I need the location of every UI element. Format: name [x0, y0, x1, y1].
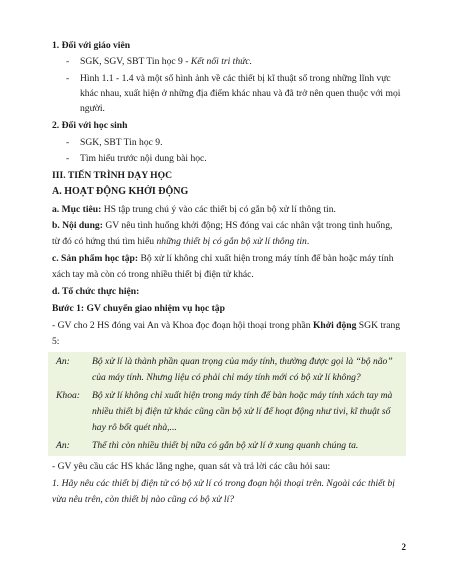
teacher-request: - GV yêu cầu các HS khác lắng nghe, quan sát và trả lời các câu hỏi sau:	[52, 461, 331, 472]
bullet-dash: -	[66, 73, 70, 84]
step1-heading: Bước 1: GV chuyển giao nhiệm vụ học tập	[52, 303, 225, 314]
dialogue-speaker: An:	[56, 440, 70, 451]
dialogue-line: của máy tính. Nhưng liệu có phải chỉ máy tính mới có bộ xử lí không?	[92, 372, 361, 383]
objective-line: a. Mục tiêu: HS tập trung chú ý vào các thiết bị có gắn bộ xử lí thông tin.	[52, 204, 336, 215]
bullet-text: khác nhau, xuất hiện ở những địa điểm khác nhau và đã trở nên quen thuộc với mọi	[80, 88, 401, 99]
dialogue-line: Bộ xử lí là thành phần quan trọng của máy tính, thường được gọi là “bộ não”	[92, 356, 393, 367]
question-line: vừa nêu trên, còn thiết bị nào cũng có bộ xử lí?	[52, 494, 235, 505]
bullet-text: SGK, SGV, SBT Tin học 9 - Kết nối tri thức.	[80, 56, 253, 67]
bullet-dash: -	[66, 137, 70, 148]
heading-warmup-activity: A. HOẠT ĐỘNG KHỞI ĐỘNG	[52, 186, 189, 197]
page-number: 2	[401, 542, 406, 552]
dialogue-line: nhiều thiết bị điện tử khác cũng cần bộ xử lí để hoạt động như tivi, kĩ thuật số	[92, 406, 391, 417]
product-line: c. Sản phẩm học tập: Bộ xử lí không chỉ xuất hiện trong máy tính để bàn hoặc máy tính	[52, 253, 394, 264]
heading-teacher: 1. Đối với giáo viên	[52, 40, 131, 51]
teacher-instruction: - GV cho 2 HS đóng vai An và Khoa đọc đoạn hội thoại trong phần Khởi động SGK trang	[52, 320, 401, 331]
dialogue-speaker: An:	[56, 356, 70, 367]
bullet-dash: -	[66, 56, 70, 67]
bullet-text: người.	[80, 103, 105, 114]
dialogue-speaker: Khoa:	[56, 390, 80, 401]
dialogue-line: Thế thì còn nhiều thiết bị nữa có gắn bộ xử lí ở xung quanh chúng ta.	[92, 440, 359, 451]
bullet-text: Hình 1.1 - 1.4 và một số hình ảnh về các thiết bị kĩ thuật số trong những lĩnh vực	[80, 73, 391, 84]
content-line: b. Nội dung: GV nêu tình huống khởi động; HS đóng vai các nhân vật trong tình huống,	[52, 220, 393, 231]
organization-heading: d. Tổ chức thực hiện:	[52, 286, 140, 297]
bullet-text: Tìm hiểu trước nội dung bài học.	[80, 153, 207, 164]
product-line: xách tay mà còn có trong nhiều thiết bị điện tử khác.	[52, 269, 254, 280]
dialogue-line: Bộ xử lí không chỉ xuất hiện trong máy tính để bàn hoặc máy tính xách tay mà	[92, 390, 393, 401]
heading-teaching-process: III. TIẾN TRÌNH DẠY HỌC	[52, 170, 173, 181]
bullet-dash: -	[66, 153, 70, 164]
question-line: 1. Hãy nêu các thiết bị điện tử có bộ xử lí có trong đoạn hội thoại trên. Ngoài các thiết bị	[52, 478, 395, 489]
bullet-text: SGK, SBT Tin học 9.	[80, 137, 163, 148]
heading-student: 2. Đối với học sinh	[52, 120, 128, 131]
teacher-instruction: 5:	[52, 336, 60, 347]
content-line: từ đó có hứng thú tìm hiểu những thiết bị có gắn bộ xử lí thông tin.	[52, 236, 310, 247]
dialogue-line: hay rô bốt quét nhà,...	[92, 422, 177, 433]
